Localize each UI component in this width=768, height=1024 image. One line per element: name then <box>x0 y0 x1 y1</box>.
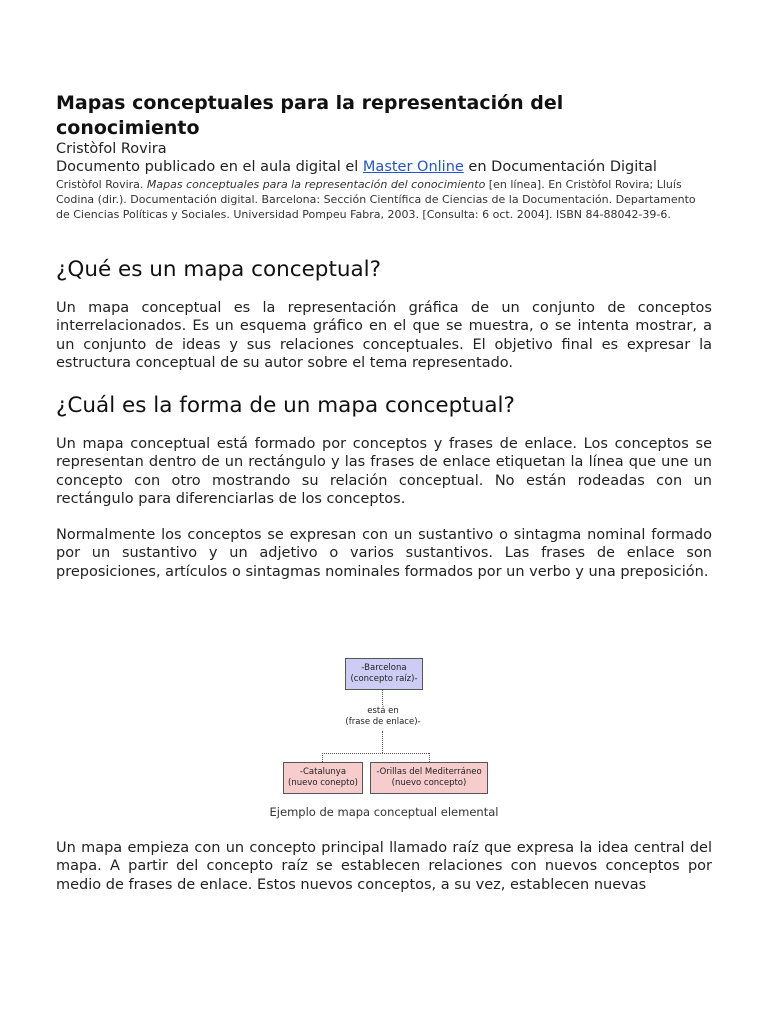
concept-node-root <box>345 658 423 690</box>
link-line1: está en <box>367 706 399 716</box>
link-line2: (frase de enlace)- <box>345 717 421 727</box>
connector-root-to-link <box>382 689 383 705</box>
connector-branch-right <box>429 753 430 762</box>
concept-node-mediterraneo <box>370 762 488 794</box>
author-name: Cristòfol Rovira <box>56 141 167 157</box>
paragraph-definition: Un mapa conceptual es la representación gráfica de un conjunto de conceptos interrelacionados. Es un esquema gráfico en el que se muestra, o se intenta mostrar, a un conjunto de ideas y sus relaciones conceptuales. El objetivo final es expresar la estructura conceptual de su autor sobre el tema representado. <box>56 300 712 371</box>
concept-node-catalunya <box>283 762 363 794</box>
node-mediterraneo-line1: -Orillas del Mediterráneo <box>376 767 482 777</box>
published-prefix: Documento publicado en el aula digital el <box>56 159 363 175</box>
paragraph-structure: Un mapa conceptual está formado por conceptos y frases de enlace. Los conceptos se representan dentro de un rectángulo y las frases de enlace etiquetan la línea que une un concepto con otro mostrando su relación conceptual. No están rodeadas con un rectángulo para diferenciarlas de los conceptos. <box>56 436 712 507</box>
node-root-line1: -Barcelona <box>361 663 407 673</box>
node-catalunya-line1: -Catalunya <box>299 767 347 777</box>
paragraph-concepts: Normalmente los conceptos se expresan con un sustantivo o sintagma nominal formado por un sustantivo y un adjetivo o varios sustantivos. Las frases de enlace son preposiciones, artículos o sintagmas nominales formados por un verbo y una preposición. <box>56 527 712 580</box>
diagram-caption: Ejemplo de mapa conceptual elemental <box>269 805 499 819</box>
section-heading-que-es: ¿Qué es un mapa conceptual? <box>56 257 382 282</box>
citation-title: Mapas conceptuales para la representación del conocimiento <box>146 178 486 191</box>
citation <box>56 177 706 222</box>
citation-prefix: Cristòfol Rovira. <box>56 178 147 191</box>
connector-branch <box>322 753 429 754</box>
citation-rest: [en línea]. En Cristòfol Rovira; Lluís Codina (dir.). Documentación digital. Barcelona: Sección Científica de Ciencias de la Documentación. Departamento de Ciencias Políticas y Sociales. Universidad Pompeu Fabra, 2003. [Consulta: 6 oct. 2004]. ISBN 84-88042-39-6. <box>56 178 696 221</box>
document-title: Mapas conceptuales para la representación del conocimiento <box>56 92 564 139</box>
connector-branch-left <box>322 753 323 762</box>
concept-map-diagram <box>56 600 712 830</box>
section-heading-forma: ¿Cuál es la forma de un mapa conceptual? <box>56 393 515 418</box>
node-mediterraneo-line2: (nuevo concepto) <box>391 778 467 788</box>
master-online-link[interactable]: Master Online <box>362 159 464 175</box>
connector-link-down <box>382 731 383 753</box>
published-suffix: en Documentación Digital <box>463 159 657 175</box>
node-root-line2: (concepto raíz)- <box>350 674 418 684</box>
node-catalunya-line2: (nuevo conepto) <box>288 778 358 788</box>
paragraph-root-concept: Un mapa empieza con un concepto principal llamado raíz que expresa la idea central del mapa. A partir del concepto raíz se establecen relaciones con nuevos conceptos por medio de frases de enlace. Estos nuevos conceptos, a su vez, establecen nuevas <box>56 840 712 893</box>
published-line <box>56 158 657 176</box>
link-phrase <box>316 706 450 728</box>
